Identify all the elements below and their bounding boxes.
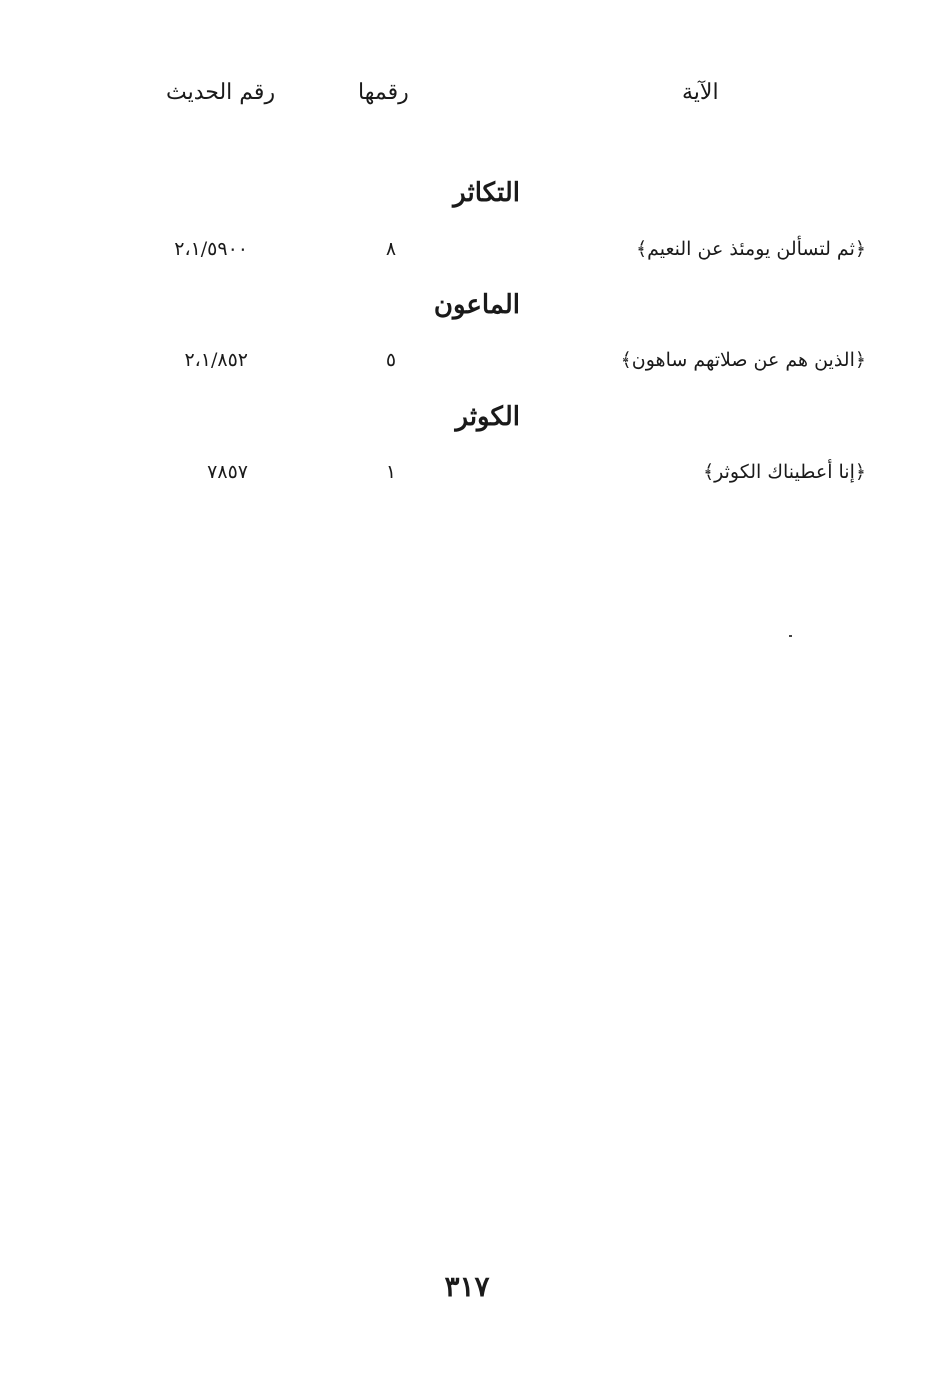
surah-title: التكاثر [453,178,520,208]
verse-number: ٥ [385,349,397,371]
verse-number: ١ [385,461,397,483]
verse-number: ٨ [385,238,397,260]
table-row [0,349,934,379]
table-row [0,238,934,268]
table-row [0,461,934,491]
verse-text: ﴿ثم لتسألن يومئذ عن النعيم﴾ [635,238,866,260]
header-verse-number: رقمها [358,80,409,105]
verse-text: ﴿الذين هم عن صلاتهم ساهون﴾ [620,349,866,371]
stray-mark [789,635,792,637]
verse-text: ﴿إنا أعطيناك الكوثر﴾ [703,461,866,483]
header-verse: الآية [682,80,719,105]
surah-title: الماعون [433,290,520,320]
hadith-number: ٧٨٥٧ [207,461,248,483]
hadith-number: ٢،١/٥٩٠٠ [174,238,248,260]
header-hadith-number: رقم الحديث [166,80,276,105]
page-number: ٣١٧ [444,1270,490,1303]
hadith-number: ٢،١/٨٥٢ [184,349,248,371]
surah-title: الكوثر [455,402,520,432]
